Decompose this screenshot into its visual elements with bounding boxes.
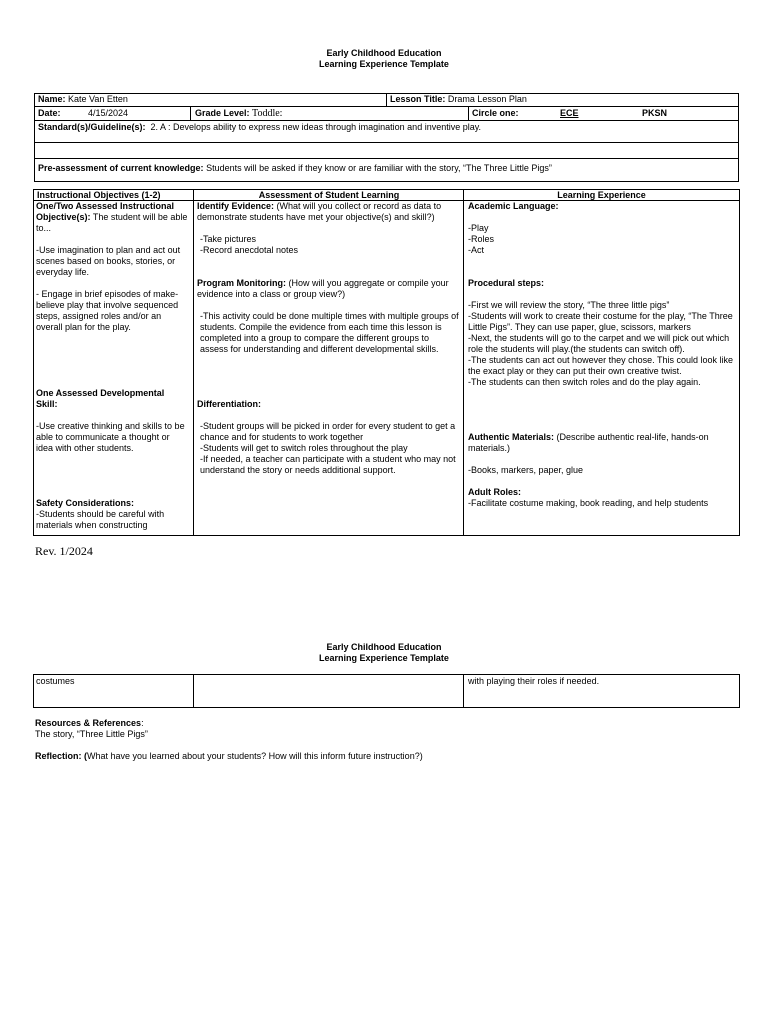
- grade-value[interactable]: Toddle:: [252, 108, 283, 119]
- lesson-title-value[interactable]: Drama Lesson Plan: [447, 94, 527, 104]
- revision-label: Rev. 1/2024: [35, 544, 93, 558]
- name-value[interactable]: Kate Van Etten: [68, 94, 128, 104]
- procedural-step-5[interactable]: -The students can then switch roles and do the play again.: [468, 377, 701, 387]
- objectives-heading: One/Two Assessed Instructional Objective(s):: [36, 201, 175, 222]
- differentiation-item-2[interactable]: -Students will get to switch roles throughout the play: [200, 443, 408, 453]
- evidence-item-1[interactable]: -Take pictures: [200, 234, 257, 244]
- dev-skill-text[interactable]: -Use creative thinking and skills to be able to communicate a thought or idea with other students.: [36, 421, 185, 453]
- lesson-title-label: Lesson Title:: [390, 94, 446, 104]
- evidence-heading: Identify Evidence:: [197, 201, 275, 211]
- continuation-experience[interactable]: with playing their roles if needed.: [468, 676, 600, 686]
- monitoring-heading: Program Monitoring:: [197, 278, 286, 288]
- main-table: [33, 189, 740, 536]
- reflection-text[interactable]: What have you learned about your students? How will this inform future instruction?): [87, 751, 423, 761]
- academic-item-3[interactable]: -Act: [468, 245, 485, 255]
- resources-value[interactable]: The story, “Three Little Pigs”: [35, 729, 148, 739]
- preassessment-label: Pre-assessment of current knowledge:: [38, 163, 204, 173]
- reflection-paren: (: [84, 751, 88, 761]
- authentic-text: (Describe authentic real-life, hands-on materials.): [468, 432, 709, 453]
- name-label: Name:: [38, 94, 66, 104]
- info-row-standard: [35, 121, 738, 143]
- evidence-item-2[interactable]: -Record anecdotal notes: [200, 245, 299, 255]
- date-label: Date:: [38, 108, 61, 118]
- authentic-items[interactable]: -Books, markers, paper, glue: [468, 465, 584, 475]
- academic-item-1[interactable]: -Play: [468, 223, 489, 233]
- differentiation-item-3[interactable]: -If needed, a teacher can participate with a student who may not understand the story or needs additional support.: [200, 454, 456, 475]
- objectives-intro: The student will be able to...: [36, 212, 188, 233]
- resources-heading-line: [35, 718, 144, 729]
- authentic-heading: Authentic Materials:: [468, 432, 555, 442]
- info-row-blank: [35, 143, 738, 159]
- monitoring-text: (How will you aggregate or compile your evidence into a class or group view?): [197, 278, 449, 299]
- info-row-preassessment: [35, 159, 738, 181]
- procedural-heading: Procedural steps:: [468, 278, 545, 288]
- differentiation-item-1[interactable]: -Student groups will be picked in order for every student to get a chance and for students to work together: [200, 421, 456, 442]
- standard-label: Standard(s)/Guideline(s):: [38, 122, 146, 132]
- academic-language-heading: Academic Language:: [468, 201, 559, 211]
- procedural-step-2[interactable]: -Students will work to create their costume for the play, “The Three Little Pigs”. They can use paper, glue, scissors, markers: [468, 311, 733, 332]
- standard-value[interactable]: 2. A : Develops ability to express new ideas through imagination and inventive play.: [150, 122, 482, 132]
- procedural-step-3[interactable]: -Next, the students will go to the carpet and we will pick out which role the students will play.(the students can switch off).: [468, 333, 730, 354]
- dev-skill-heading: One Assessed Developmental Skill:: [36, 388, 165, 409]
- date-value[interactable]: 4/15/2024: [88, 108, 129, 118]
- resources-label: Resources & References: [35, 718, 142, 728]
- col-header-objectives: Instructional Objectives (1-2): [37, 190, 161, 200]
- evidence-text: (What will you collect or record as data to demonstrate students have met your objective(s) and skill?): [197, 201, 442, 222]
- grade-label: Grade Level:: [195, 108, 250, 118]
- adult-roles-heading: Adult Roles:: [468, 487, 521, 497]
- circle-option-pksn[interactable]: PKSN: [642, 108, 668, 118]
- page2-title-line1: Early Childhood Education: [326, 642, 442, 652]
- adult-roles-text[interactable]: -Facilitate costume making, book reading, and help students: [468, 498, 709, 508]
- safety-heading: Safety Considerations:: [36, 498, 135, 508]
- monitoring-body[interactable]: -This activity could be done multiple times with multiple groups of students. Compile the evidence from each time this lesson is completed into a group to compare the different groups to assess for understanding and different developmental skills.: [200, 311, 459, 354]
- reflection-label: Reflection:: [35, 751, 82, 761]
- assessment-column: [197, 201, 459, 476]
- academic-item-2[interactable]: -Roles: [468, 234, 495, 244]
- info-table: [34, 93, 739, 182]
- reflection-line: [35, 751, 423, 762]
- info-row-name: [35, 94, 738, 107]
- col-header-experience: Learning Experience: [557, 190, 646, 200]
- main-table-header: [34, 190, 739, 201]
- procedural-step-4[interactable]: -The students can act out however they chose. This could look like the exact play or they can put their own creative twist.: [468, 355, 733, 376]
- procedural-step-1[interactable]: -First we will review the story, “The three little pigs”: [468, 300, 670, 310]
- info-row-date: [35, 107, 738, 121]
- objective-2[interactable]: - Engage in brief episodes of make-believe play that involve sequenced steps, assigned roles and/or an overall plan for the play.: [36, 289, 179, 332]
- experience-column: [468, 201, 736, 509]
- page-title-line1: Early Childhood Education: [326, 48, 442, 58]
- page-title-line2: Learning Experience Template: [319, 59, 449, 69]
- differentiation-heading: Differentiation:: [197, 399, 261, 409]
- preassessment-value[interactable]: Students will be asked if they know or are familiar with the story, “The Three Little Pigs”: [206, 163, 552, 173]
- objective-1[interactable]: -Use imagination to plan and act out scenes based on books, stories, or everyday life.: [36, 245, 181, 277]
- safety-text[interactable]: -Students should be careful with materials when constructing: [36, 509, 165, 530]
- col-header-assessment: Assessment of Student Learning: [258, 190, 400, 200]
- resources-colon: :: [141, 718, 144, 728]
- circle-option-ece[interactable]: ECE: [560, 108, 579, 118]
- circle-label: Circle one:: [472, 108, 519, 118]
- objectives-column: [36, 201, 188, 531]
- continuation-table: [33, 674, 740, 708]
- page2-title-line2: Learning Experience Template: [319, 653, 449, 663]
- continuation-objectives[interactable]: costumes: [36, 676, 75, 686]
